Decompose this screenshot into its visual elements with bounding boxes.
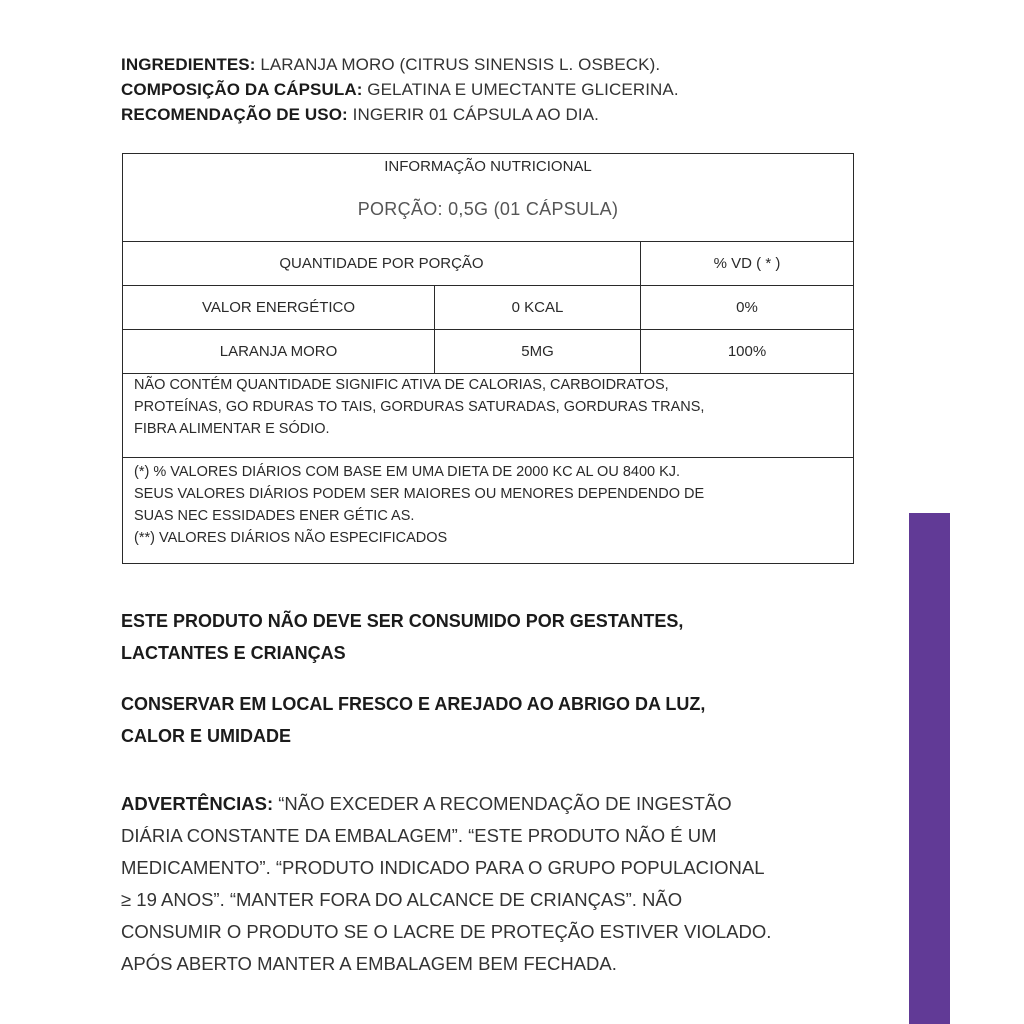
pregnancy-warning <box>121 605 861 669</box>
footnote-line: (*) % VALORES DIÁRIOS COM BASE EM UMA DIETA DE 2000 KC AL OU 8400 KJ. <box>134 464 681 480</box>
nutrition-column-headers <box>123 242 853 286</box>
ingredients-line <box>121 52 881 77</box>
quantity-header: QUANTIDADE POR PORÇÃO <box>123 242 641 285</box>
advertencias-line: ≥ 19 ANOS”. “MANTER FORA DO ALCANCE DE CRIANÇAS”. NÃO <box>121 889 683 910</box>
nutrition-table <box>122 153 854 564</box>
usage-recommendation-label: RECOMENDAÇÃO DE USO: <box>121 105 348 124</box>
footnote-line: (**) VALORES DIÁRIOS NÃO ESPECIFICADOS <box>134 530 448 546</box>
usage-recommendation-value: INGERIR 01 CÁPSULA AO DIA. <box>352 105 599 124</box>
nutrition-footnote <box>123 458 853 563</box>
nutrition-note-text <box>134 374 843 440</box>
advertencias-line: CONSUMIR O PRODUTO SE O LACRE DE PROTEÇÃO ESTIVER VIOLADO. <box>121 921 772 942</box>
capsule-composition-value: GELATINA E UMECTANTE GLICERINA. <box>367 80 679 99</box>
warning-line: LACTANTES E CRIANÇAS <box>121 643 346 663</box>
advertencias-block <box>121 788 881 980</box>
usage-recommendation-line <box>121 102 881 127</box>
capsule-composition-line <box>121 77 881 102</box>
table-row <box>123 286 853 330</box>
advertencias-first-line <box>121 788 881 820</box>
advertencias-text: “NÃO EXCEDER A RECOMENDAÇÃO DE INGESTÃO <box>273 793 732 814</box>
nutrient-amount: 5MG <box>435 330 641 373</box>
product-info <box>121 52 881 127</box>
nutrition-footnote-text <box>134 461 843 549</box>
table-row <box>123 330 853 374</box>
advertencias-line: MEDICAMENTO”. “PRODUTO INDICADO PARA O GRUPO POPULACIONAL <box>121 857 765 878</box>
storage-instructions <box>121 688 861 752</box>
ingredients-value: LARANJA MORO (CITRUS SINENSIS L. OSBECK). <box>260 55 661 74</box>
capsule-composition-label: COMPOSIÇÃO DA CÁPSULA: <box>121 80 363 99</box>
footnote-line: SUAS NEC ESSIDADES ENER GÉTIC AS. <box>134 508 415 524</box>
advertencias-label: ADVERTÊNCIAS: <box>121 793 274 814</box>
nutrition-portion: PORÇÃO: 0,5G (01 CÁPSULA) <box>357 199 619 219</box>
nutrient-name: VALOR ENERGÉTICO <box>123 286 435 329</box>
storage-line: CONSERVAR EM LOCAL FRESCO E AREJADO AO ABRIGO DA LUZ, <box>121 694 706 714</box>
nutrition-title: INFORMAÇÃO NUTRICIONAL <box>384 158 592 175</box>
advertencias-line: APÓS ABERTO MANTER A EMBALAGEM BEM FECHADA. <box>121 953 617 974</box>
warning-line: ESTE PRODUTO NÃO DEVE SER CONSUMIDO POR GESTANTES, <box>121 611 684 631</box>
note-line: FIBRA ALIMENTAR E SÓDIO. <box>134 421 330 437</box>
note-line: PROTEÍNAS, GO RDURAS TO TAIS, GORDURAS SATURADAS, GORDURAS TRANS, <box>134 399 705 415</box>
footnote-line: SEUS VALORES DIÁRIOS PODEM SER MAIORES OU MENORES DEPENDENDO DE <box>134 486 705 502</box>
nutrition-header <box>123 154 853 242</box>
nutrient-vd: 0% <box>736 299 758 316</box>
note-line: NÃO CONTÉM QUANTIDADE SIGNIFIC ATIVA DE CALORIAS, CARBOIDRATOS, <box>134 377 669 393</box>
vd-header: % VD ( * ) <box>713 255 781 272</box>
nutrition-note <box>123 374 853 458</box>
nutrient-vd: 100% <box>727 343 767 360</box>
nutrient-amount: 0 KCAL <box>435 286 641 329</box>
nutrient-name: LARANJA MORO <box>123 330 435 373</box>
accent-bar <box>909 513 950 1024</box>
ingredients-label: INGREDIENTES: <box>121 55 256 74</box>
storage-line: CALOR E UMIDADE <box>121 726 291 746</box>
advertencias-line: DIÁRIA CONSTANTE DA EMBALAGEM”. “ESTE PRODUTO NÃO É UM <box>121 825 717 846</box>
